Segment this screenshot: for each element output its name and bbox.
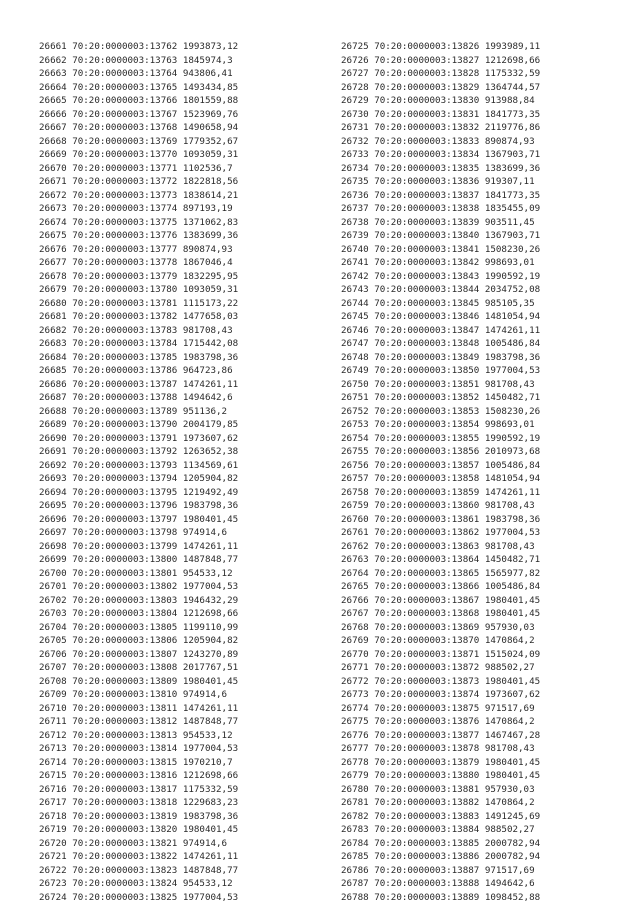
- record-row: 26762 70:20:0000003:13863 981708,43: [341, 540, 535, 552]
- record-row: 26735 70:20:0000003:13836 919307,11: [341, 176, 535, 187]
- record-row: 26724 70:20:0000003:13825 1977004,53: [39, 891, 239, 903]
- record-row: 26713 70:20:0000003:13814 1977004,53: [39, 743, 239, 754]
- record-row: 26722 70:20:0000003:13823 1487848,77: [39, 864, 239, 876]
- record-row: 26667 70:20:0000003:13768 1490658,94: [39, 122, 239, 133]
- record-row: 26720 70:20:0000003:13821 974914,6: [39, 837, 228, 849]
- record-row: 26778 70:20:0000003:13879 1980401,45: [341, 756, 541, 768]
- record-row: 26718 70:20:0000003:13819 1983798,36: [39, 810, 239, 822]
- record-row: 26676 70:20:0000003:13777 890874,93: [39, 243, 233, 255]
- record-row: 26731 70:20:0000003:13832 2119776,86: [341, 122, 541, 133]
- record-row: 26688 70:20:0000003:13789 951136,2: [39, 405, 228, 417]
- record-row: 26736 70:20:0000003:13837 1841773,35: [341, 189, 541, 201]
- record-row: 26729 70:20:0000003:13830 913988,84: [341, 95, 535, 106]
- record-row: 26706 70:20:0000003:13807 1243270,89: [39, 648, 239, 660]
- record-row: 26781 70:20:0000003:13882 1470864,2: [341, 797, 535, 808]
- record-row: 26777 70:20:0000003:13878 981708,43: [341, 743, 535, 754]
- record-row: 26733 70:20:0000003:13834 1367903,71: [341, 149, 541, 160]
- record-row: 26747 70:20:0000003:13848 1005486,84: [341, 338, 541, 349]
- record-row: 26715 70:20:0000003:13816 1212698,66: [39, 770, 239, 781]
- record-row: 26680 70:20:0000003:13781 1115173,22: [39, 297, 239, 309]
- record-row: 26783 70:20:0000003:13884 988502,27: [341, 824, 535, 835]
- record-row: 26750 70:20:0000003:13851 981708,43: [341, 378, 535, 390]
- record-row: 26730 70:20:0000003:13831 1841773,35: [341, 108, 541, 120]
- record-row: 26749 70:20:0000003:13850 1977004,53: [341, 365, 541, 376]
- record-row: 26687 70:20:0000003:13788 1494642,6: [39, 392, 233, 403]
- record-row: 26738 70:20:0000003:13839 903511,45: [341, 216, 535, 228]
- record-row: 26785 70:20:0000003:13886 2000782,94: [341, 851, 541, 862]
- record-row: 26708 70:20:0000003:13809 1980401,45: [39, 675, 239, 687]
- record-row: 26739 70:20:0000003:13840 1367903,71: [341, 230, 541, 241]
- record-row: 26696 70:20:0000003:13797 1980401,45: [39, 513, 239, 525]
- record-row: 26665 70:20:0000003:13766 1801559,88: [39, 95, 239, 106]
- record-row: 26694 70:20:0000003:13795 1219492,49: [39, 486, 239, 498]
- record-row: 26741 70:20:0000003:13842 998693,01: [341, 257, 535, 268]
- record-row: 26737 70:20:0000003:13838 1835455,09: [341, 203, 541, 214]
- record-row: 26697 70:20:0000003:13798 974914,6: [39, 527, 228, 538]
- record-row: 26698 70:20:0000003:13799 1474261,11: [39, 540, 239, 552]
- record-row: 26775 70:20:0000003:13876 1470864,2: [341, 716, 535, 727]
- record-row: 26691 70:20:0000003:13792 1263652,38: [39, 446, 239, 457]
- record-row: 26786 70:20:0000003:13887 971517,69: [341, 864, 535, 876]
- record-row: 26712 70:20:0000003:13813 954533,12: [39, 729, 233, 741]
- record-row: 26679 70:20:0000003:13780 1093059,31: [39, 284, 239, 295]
- record-row: 26740 70:20:0000003:13841 1508230,26: [341, 243, 541, 255]
- record-row: 26734 70:20:0000003:13835 1383699,36: [341, 162, 541, 174]
- record-row: 26709 70:20:0000003:13810 974914,6: [39, 689, 228, 700]
- record-row: 26759 70:20:0000003:13860 981708,43: [341, 500, 535, 511]
- record-row: 26774 70:20:0000003:13875 971517,69: [341, 702, 535, 714]
- record-row: 26695 70:20:0000003:13796 1983798,36: [39, 500, 239, 511]
- record-row: 26779 70:20:0000003:13880 1980401,45: [341, 770, 541, 781]
- record-row: 26701 70:20:0000003:13802 1977004,53: [39, 581, 239, 592]
- record-row: 26693 70:20:0000003:13794 1205904,82: [39, 473, 239, 484]
- record-row: 26678 70:20:0000003:13779 1832295,95: [39, 270, 239, 282]
- record-row: 26771 70:20:0000003:13872 988502,27: [341, 662, 535, 673]
- record-row: 26788 70:20:0000003:13889 1098452,88: [341, 891, 541, 903]
- record-row: 26756 70:20:0000003:13857 1005486,84: [341, 459, 541, 471]
- record-row: 26782 70:20:0000003:13883 1491245,69: [341, 810, 541, 822]
- record-row: 26732 70:20:0000003:13833 890874,93: [341, 135, 535, 147]
- record-row: 26727 70:20:0000003:13828 1175332,59: [341, 68, 541, 79]
- record-row: 26675 70:20:0000003:13776 1383699,36: [39, 230, 239, 241]
- record-row: 26753 70:20:0000003:13854 998693,01: [341, 419, 535, 430]
- record-row: 26673 70:20:0000003:13774 897193,19: [39, 203, 233, 214]
- record-row: 26721 70:20:0000003:13822 1474261,11: [39, 851, 239, 862]
- record-row: 26725 70:20:0000003:13826 1993989,11: [341, 41, 541, 52]
- record-row: 26684 70:20:0000003:13785 1983798,36: [39, 351, 239, 363]
- record-row: 26668 70:20:0000003:13769 1779352,67: [39, 135, 239, 147]
- left-column: [39, 40, 238, 904]
- record-row: 26766 70:20:0000003:13867 1980401,45: [341, 594, 541, 606]
- record-row: 26745 70:20:0000003:13846 1481054,94: [341, 311, 541, 322]
- record-row: 26719 70:20:0000003:13820 1980401,45: [39, 824, 239, 835]
- record-row: 26681 70:20:0000003:13782 1477658,03: [39, 311, 239, 322]
- record-row: 26707 70:20:0000003:13808 2017767,51: [39, 662, 239, 673]
- record-row: 26705 70:20:0000003:13806 1205904,82: [39, 635, 239, 646]
- record-row: 26744 70:20:0000003:13845 985105,35: [341, 297, 535, 309]
- record-row: 26754 70:20:0000003:13855 1990592,19: [341, 432, 541, 444]
- record-row: 26692 70:20:0000003:13793 1134569,61: [39, 459, 239, 471]
- record-row: 26780 70:20:0000003:13881 957930,03: [341, 783, 535, 795]
- record-row: 26755 70:20:0000003:13856 2010973,68: [341, 446, 541, 457]
- record-row: 26767 70:20:0000003:13868 1980401,45: [341, 608, 541, 619]
- right-column: [341, 40, 540, 904]
- record-row: 26704 70:20:0000003:13805 1199110,99: [39, 621, 239, 633]
- record-row: 26787 70:20:0000003:13888 1494642,6: [341, 878, 535, 889]
- record-row: 26768 70:20:0000003:13869 957930,03: [341, 621, 535, 633]
- record-row: 26765 70:20:0000003:13866 1005486,84: [341, 581, 541, 592]
- record-row: 26711 70:20:0000003:13812 1487848,77: [39, 716, 239, 727]
- record-row: 26670 70:20:0000003:13771 1102536,7: [39, 162, 233, 174]
- record-row: 26751 70:20:0000003:13852 1450482,71: [341, 392, 541, 403]
- record-row: 26742 70:20:0000003:13843 1990592,19: [341, 270, 541, 282]
- record-row: 26743 70:20:0000003:13844 2034752,08: [341, 284, 541, 295]
- record-row: 26685 70:20:0000003:13786 964723,86: [39, 365, 233, 376]
- record-row: 26699 70:20:0000003:13800 1487848,77: [39, 554, 239, 565]
- record-row: 26770 70:20:0000003:13871 1515024,09: [341, 648, 541, 660]
- record-row: 26710 70:20:0000003:13811 1474261,11: [39, 702, 239, 714]
- record-row: 26763 70:20:0000003:13864 1450482,71: [341, 554, 541, 565]
- record-row: 26772 70:20:0000003:13873 1980401,45: [341, 675, 541, 687]
- record-row: 26677 70:20:0000003:13778 1867046,4: [39, 257, 233, 268]
- record-row: 26726 70:20:0000003:13827 1212698,66: [341, 54, 541, 66]
- record-row: 26758 70:20:0000003:13859 1474261,11: [341, 486, 541, 498]
- record-row: 26689 70:20:0000003:13790 2004179,85: [39, 419, 239, 430]
- record-row: 26752 70:20:0000003:13853 1508230,26: [341, 405, 541, 417]
- record-row: 26748 70:20:0000003:13849 1983798,36: [341, 351, 541, 363]
- record-row: 26703 70:20:0000003:13804 1212698,66: [39, 608, 239, 619]
- record-row: 26700 70:20:0000003:13801 954533,12: [39, 567, 233, 579]
- record-row: 26662 70:20:0000003:13763 1845974,3: [39, 54, 233, 66]
- record-row: 26761 70:20:0000003:13862 1977004,53: [341, 527, 541, 538]
- record-row: 26757 70:20:0000003:13858 1481054,94: [341, 473, 541, 484]
- record-row: 26728 70:20:0000003:13829 1364744,57: [341, 81, 541, 93]
- record-row: 26686 70:20:0000003:13787 1474261,11: [39, 378, 239, 390]
- record-row: 26717 70:20:0000003:13818 1229683,23: [39, 797, 239, 808]
- record-row: 26764 70:20:0000003:13865 1565977,82: [341, 567, 541, 579]
- record-row: 26671 70:20:0000003:13772 1822818,56: [39, 176, 239, 187]
- record-row: 26723 70:20:0000003:13824 954533,12: [39, 878, 233, 889]
- record-row: 26746 70:20:0000003:13847 1474261,11: [341, 324, 541, 336]
- record-row: 26683 70:20:0000003:13784 1715442,08: [39, 338, 239, 349]
- record-row: 26672 70:20:0000003:13773 1838614,21: [39, 189, 239, 201]
- record-row: 26714 70:20:0000003:13815 1970210,7: [39, 756, 233, 768]
- record-row: 26661 70:20:0000003:13762 1993873,12: [39, 41, 239, 52]
- record-row: 26760 70:20:0000003:13861 1983798,36: [341, 513, 541, 525]
- record-row: 26716 70:20:0000003:13817 1175332,59: [39, 783, 239, 795]
- record-row: 26784 70:20:0000003:13885 2000782,94: [341, 837, 541, 849]
- record-row: 26674 70:20:0000003:13775 1371062,83: [39, 216, 239, 228]
- record-row: 26776 70:20:0000003:13877 1467467,28: [341, 729, 541, 741]
- record-row: 26663 70:20:0000003:13764 943806,41: [39, 68, 233, 79]
- record-row: 26702 70:20:0000003:13803 1946432,29: [39, 594, 239, 606]
- record-row: 26664 70:20:0000003:13765 1493434,85: [39, 81, 239, 93]
- record-row: 26666 70:20:0000003:13767 1523969,76: [39, 108, 239, 120]
- record-row: 26773 70:20:0000003:13874 1973607,62: [341, 689, 541, 700]
- record-row: 26682 70:20:0000003:13783 981708,43: [39, 324, 233, 336]
- record-row: 26769 70:20:0000003:13870 1470864,2: [341, 635, 535, 646]
- record-row: 26690 70:20:0000003:13791 1973607,62: [39, 432, 239, 444]
- record-row: 26669 70:20:0000003:13770 1093059,31: [39, 149, 239, 160]
